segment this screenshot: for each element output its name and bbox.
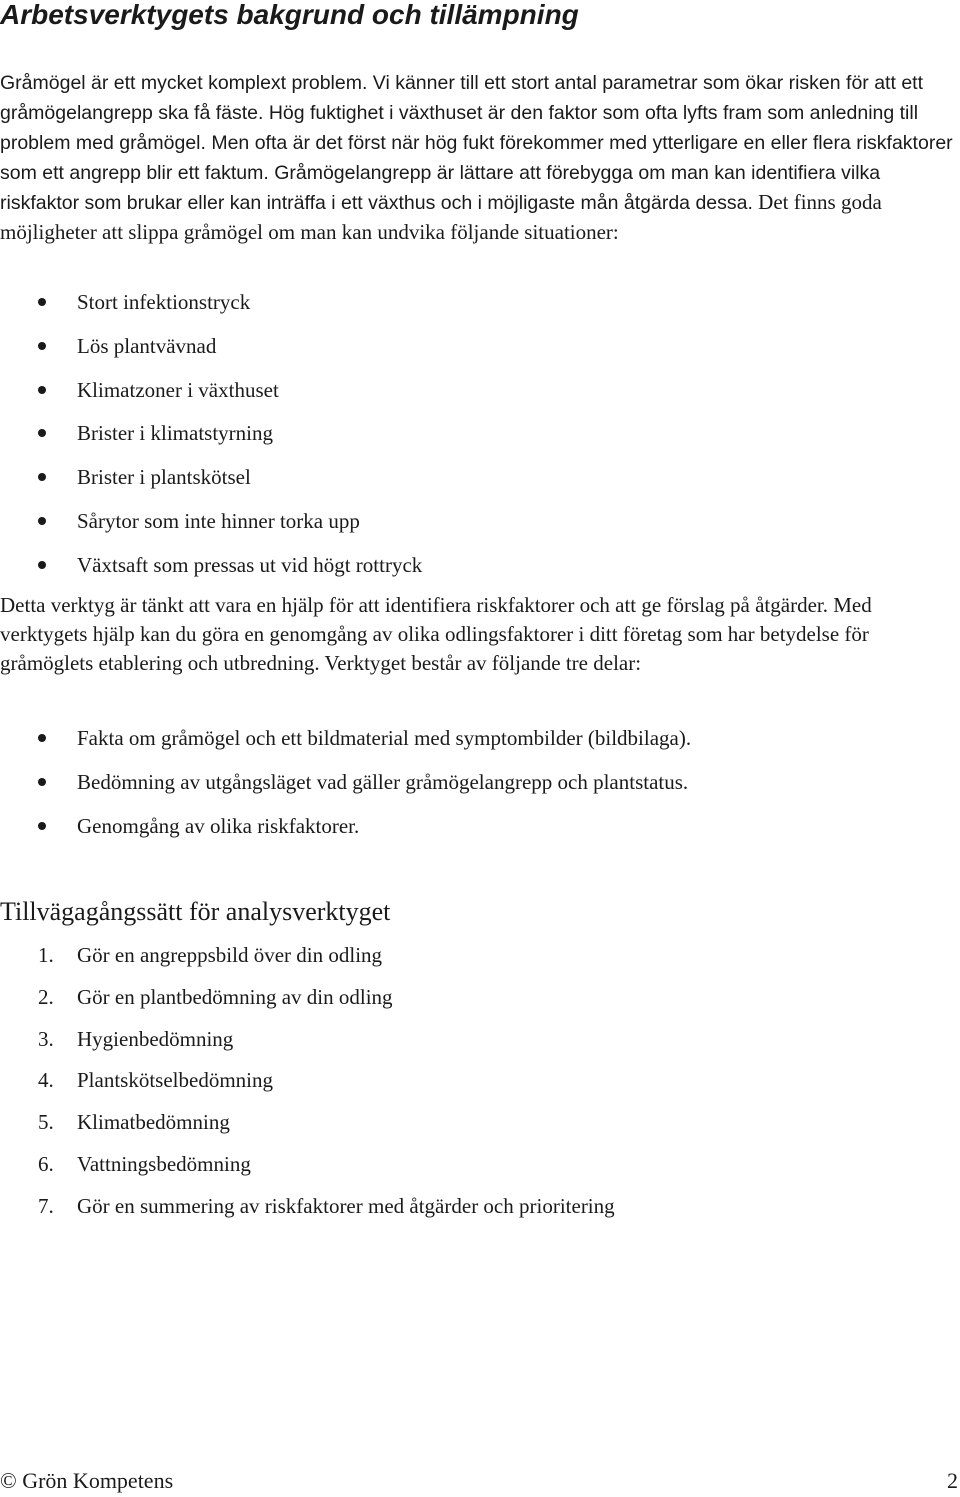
intro-paragraph-part1: Gråmögel är ett mycket komplext problem. Vi känner till ett stort antal parametrar som ökar risken för att ett gråmögelangrepp ska få fäste. Hög fuktighet i växthuset är den faktor som ofta lyfts fram som anledning till problem med gråmögel. Men ofta är det först när hög fukt förekommer med ytterligare en eller flera riskfaktorer som ett angrepp blir ett faktum. Gråmögelangrepp är lättare att förebygga om man kan identifiera vilka riskfaktor som brukar eller kan inträffa i ett växthus och i möjligaste mån åtgärda dessa. xyxy=(0,72,953,214)
list-item-text: Genomgång av olika riskfaktorer. xyxy=(77,813,360,838)
list-item xyxy=(0,462,422,492)
step-text: Plantskötselbedömning xyxy=(77,1068,273,1093)
footer-copyright: © Grön Kompetens xyxy=(0,1468,174,1493)
step-number: 6. xyxy=(38,1151,54,1176)
intro-paragraph xyxy=(0,68,956,247)
bullet-icon xyxy=(38,778,46,786)
step-text: Vattningsbedömning xyxy=(77,1151,251,1176)
step-number: 2. xyxy=(38,984,54,1009)
list-item xyxy=(0,1024,615,1054)
list-item-text: Klimatzoner i växthuset xyxy=(77,377,279,402)
list-item xyxy=(0,723,691,753)
bullet-icon xyxy=(38,561,46,569)
bullet-icon xyxy=(38,386,46,394)
list-item xyxy=(0,418,422,448)
bullet-icon xyxy=(38,429,46,437)
footer-page-number: 2 xyxy=(947,1468,958,1493)
bullet-icon xyxy=(38,298,46,306)
list-item-text: Brister i klimatstyrning xyxy=(77,421,273,446)
list-item-text: Bedömning av utgångsläget vad gäller gråmögelangrepp och plantstatus. xyxy=(77,769,689,794)
step-number: 7. xyxy=(38,1193,54,1218)
page-heading: Arbetsverktygets bakgrund och tillämpning xyxy=(0,0,579,30)
step-number: 4. xyxy=(38,1068,54,1093)
list-item-text: Lös plantvävnad xyxy=(77,333,217,358)
step-text: Gör en summering av riskfaktorer med åtgärder och prioritering xyxy=(77,1193,615,1218)
procedure-steps-list xyxy=(0,940,615,1233)
bullet-icon xyxy=(38,734,46,742)
bullet-icon xyxy=(38,473,46,481)
list-item-text: Stort infektionstryck xyxy=(77,290,251,314)
list-item xyxy=(0,1107,615,1137)
list-item xyxy=(0,940,615,970)
step-text: Gör en plantbedömning av din odling xyxy=(77,984,393,1009)
step-number: 3. xyxy=(38,1026,54,1051)
situations-list xyxy=(0,287,422,594)
procedure-heading: Tillvägagångssätt för analysverktyget xyxy=(0,897,391,926)
list-item xyxy=(0,375,422,405)
step-text: Gör en angreppsbild över din odling xyxy=(77,943,383,967)
list-item xyxy=(0,982,615,1012)
bullet-icon xyxy=(38,822,46,830)
list-item xyxy=(0,287,422,317)
bullet-icon xyxy=(38,342,46,350)
bullet-icon xyxy=(38,517,46,525)
list-item-text: Brister i plantskötsel xyxy=(77,465,251,490)
list-item xyxy=(0,811,691,841)
list-item xyxy=(0,1065,615,1095)
intro-paragraph-part2: Det finns goda möjligheter att slippa gråmögel om man kan undvika följande situationer: xyxy=(0,190,882,244)
step-number: 1. xyxy=(38,943,54,967)
page-footer xyxy=(0,1466,958,1496)
list-item-text: Fakta om gråmögel och ett bildmaterial med symptombilder (bildbilaga). xyxy=(77,726,692,750)
list-item xyxy=(0,1191,615,1221)
list-item xyxy=(0,767,691,797)
tool-parts-list xyxy=(0,723,691,854)
step-text: Klimatbedömning xyxy=(77,1110,230,1135)
step-number: 5. xyxy=(38,1110,54,1135)
list-item xyxy=(0,331,422,361)
list-item-text: Växtsaft som pressas ut vid högt rottryck xyxy=(77,552,423,577)
list-item xyxy=(0,1149,615,1179)
step-text: Hygienbedömning xyxy=(77,1026,234,1051)
list-item-text: Sårytor som inte hinner torka upp xyxy=(77,508,360,533)
list-item xyxy=(0,506,422,536)
tool-paragraph: Detta verktyg är tänkt att vara en hjälp för att identifiera riskfaktorer och att ge förslag på åtgärder. Med verktygets hjälp kan du göra en genomgång av olika odlingsfaktorer i ditt företag som har betydelse för gråmöglets etablering och utbredning. Verktyget består av följande tre delar: xyxy=(0,593,872,675)
list-item xyxy=(0,550,422,580)
